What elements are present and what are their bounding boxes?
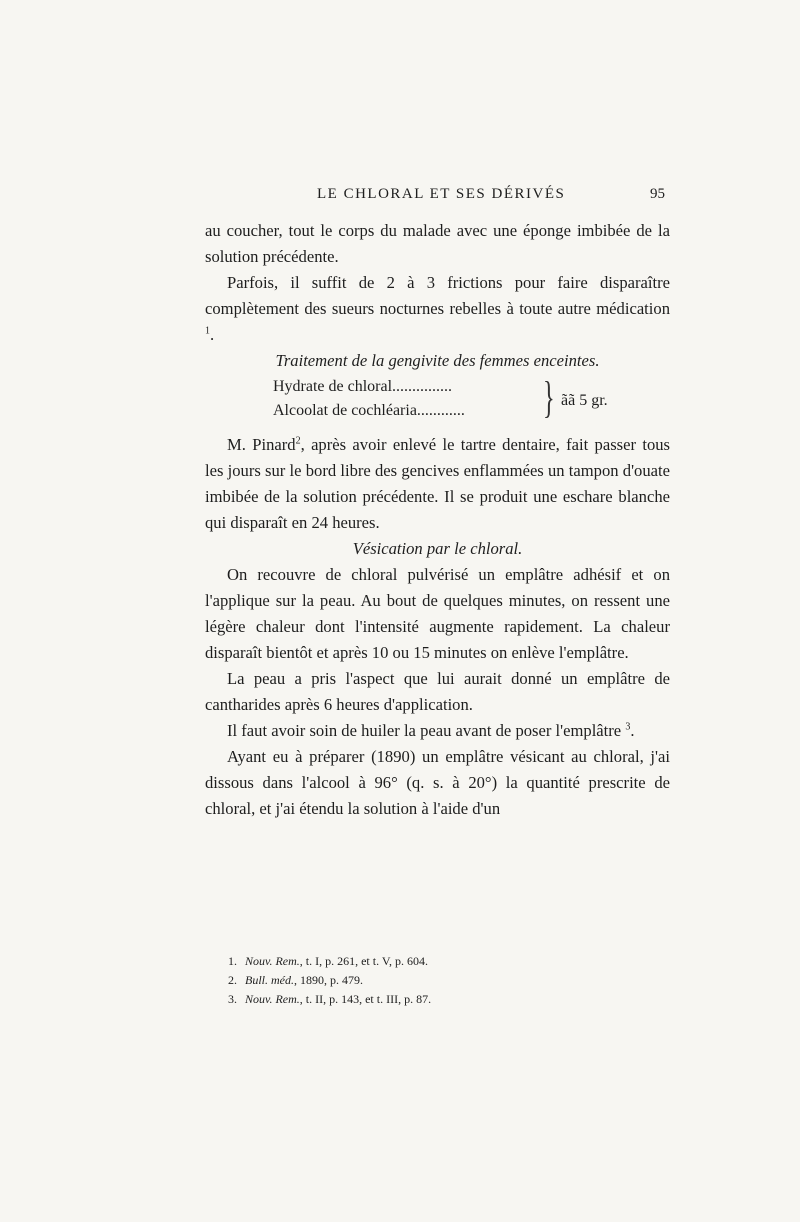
body-text bbox=[205, 218, 670, 822]
paragraph-2 bbox=[205, 270, 670, 348]
footnote-source: Nouv. Rem. bbox=[245, 992, 300, 1006]
section-heading-gengivite: Traitement de la gengivite des femmes enceintes. bbox=[275, 351, 600, 370]
footnote-detail: , t. II, p. 143, et t. III, p. 87. bbox=[299, 992, 432, 1006]
footnote-3 bbox=[228, 990, 668, 1009]
formula-dose: ãã 5 gr. bbox=[561, 392, 608, 409]
footnote-2 bbox=[228, 971, 668, 990]
running-title: LE CHLORAL ET SES DÉRIVÉS bbox=[317, 186, 566, 202]
paragraph-6 bbox=[205, 718, 670, 744]
footnote-detail: , t. I, p. 261, et t. V, p. 604. bbox=[299, 954, 428, 968]
paragraph-3-start: M. Pinard bbox=[227, 435, 296, 454]
footnote-ref-3: 3 bbox=[625, 721, 631, 733]
formula-line-2: Alcoolat de cochléaria............ bbox=[273, 402, 465, 419]
footnote-ref-2: 2 bbox=[295, 435, 301, 447]
section-heading-vesication: Vésication par le chloral. bbox=[352, 539, 523, 558]
paragraph-6-text: Il faut avoir soin de huiler la peau avant de poser l'emplâtre bbox=[227, 721, 622, 740]
formula-block bbox=[205, 374, 670, 426]
paragraph-4: On recouvre de chloral pulvérisé un emplâtre adhésif et on l'applique sur la peau. Au bout de quelques minutes, on ressent une légère chaleur dont l'intensité augmente rapidement. La chaleur disparaît bientôt et après 10 ou 15 minutes on enlève l'emplâtre. bbox=[205, 565, 670, 662]
paragraph-3 bbox=[205, 432, 670, 536]
footnote-detail: , 1890, p. 479. bbox=[294, 973, 363, 987]
page-number: 95 bbox=[650, 186, 665, 202]
formula-line-1: Hydrate de chloral............... bbox=[273, 378, 453, 395]
brace-icon: } bbox=[543, 373, 555, 422]
footnote-ref-1: 1 bbox=[205, 325, 210, 337]
footnote-source: Bull. méd. bbox=[245, 973, 294, 987]
footnotes bbox=[228, 952, 668, 1009]
paragraph-1: au coucher, tout le corps du malade avec une éponge imbibée de la solution précédente. bbox=[205, 221, 670, 266]
paragraph-5: La peau a pris l'aspect que lui aurait donné un emplâtre de cantharides après 6 heures d'application. bbox=[205, 669, 670, 714]
footnote-1 bbox=[228, 952, 668, 971]
footnote-number: 3. bbox=[228, 992, 237, 1006]
paragraph-6-end: . bbox=[630, 721, 635, 740]
footnote-source: Nouv. Rem. bbox=[245, 954, 300, 968]
paragraph-2-text: Parfois, il suffit de 2 à 3 frictions pour faire disparaître complètement des sueurs nocturnes rebelles à toute autre médication bbox=[205, 273, 670, 318]
footnote-number: 1. bbox=[228, 954, 237, 968]
footnote-number: 2. bbox=[228, 973, 237, 987]
paragraph-7: Ayant eu à préparer (1890) un emplâtre vésicant au chloral, j'ai dissous dans l'alcool à 96° (q. s. à 20°) la quantité prescrite de chloral, et j'ai étendu la solution à l'aide d'un bbox=[205, 747, 670, 818]
paragraph-3-text: , après avoir enlevé le tartre dentaire, fait passer tous les jours sur le bord libre des gencives enflammées un tampon d'ouate imbibée de la solution précédente. Il se produit une eschare blanche qui disparaît en 24 heures. bbox=[205, 435, 671, 532]
paragraph-2-end: . bbox=[210, 325, 215, 344]
